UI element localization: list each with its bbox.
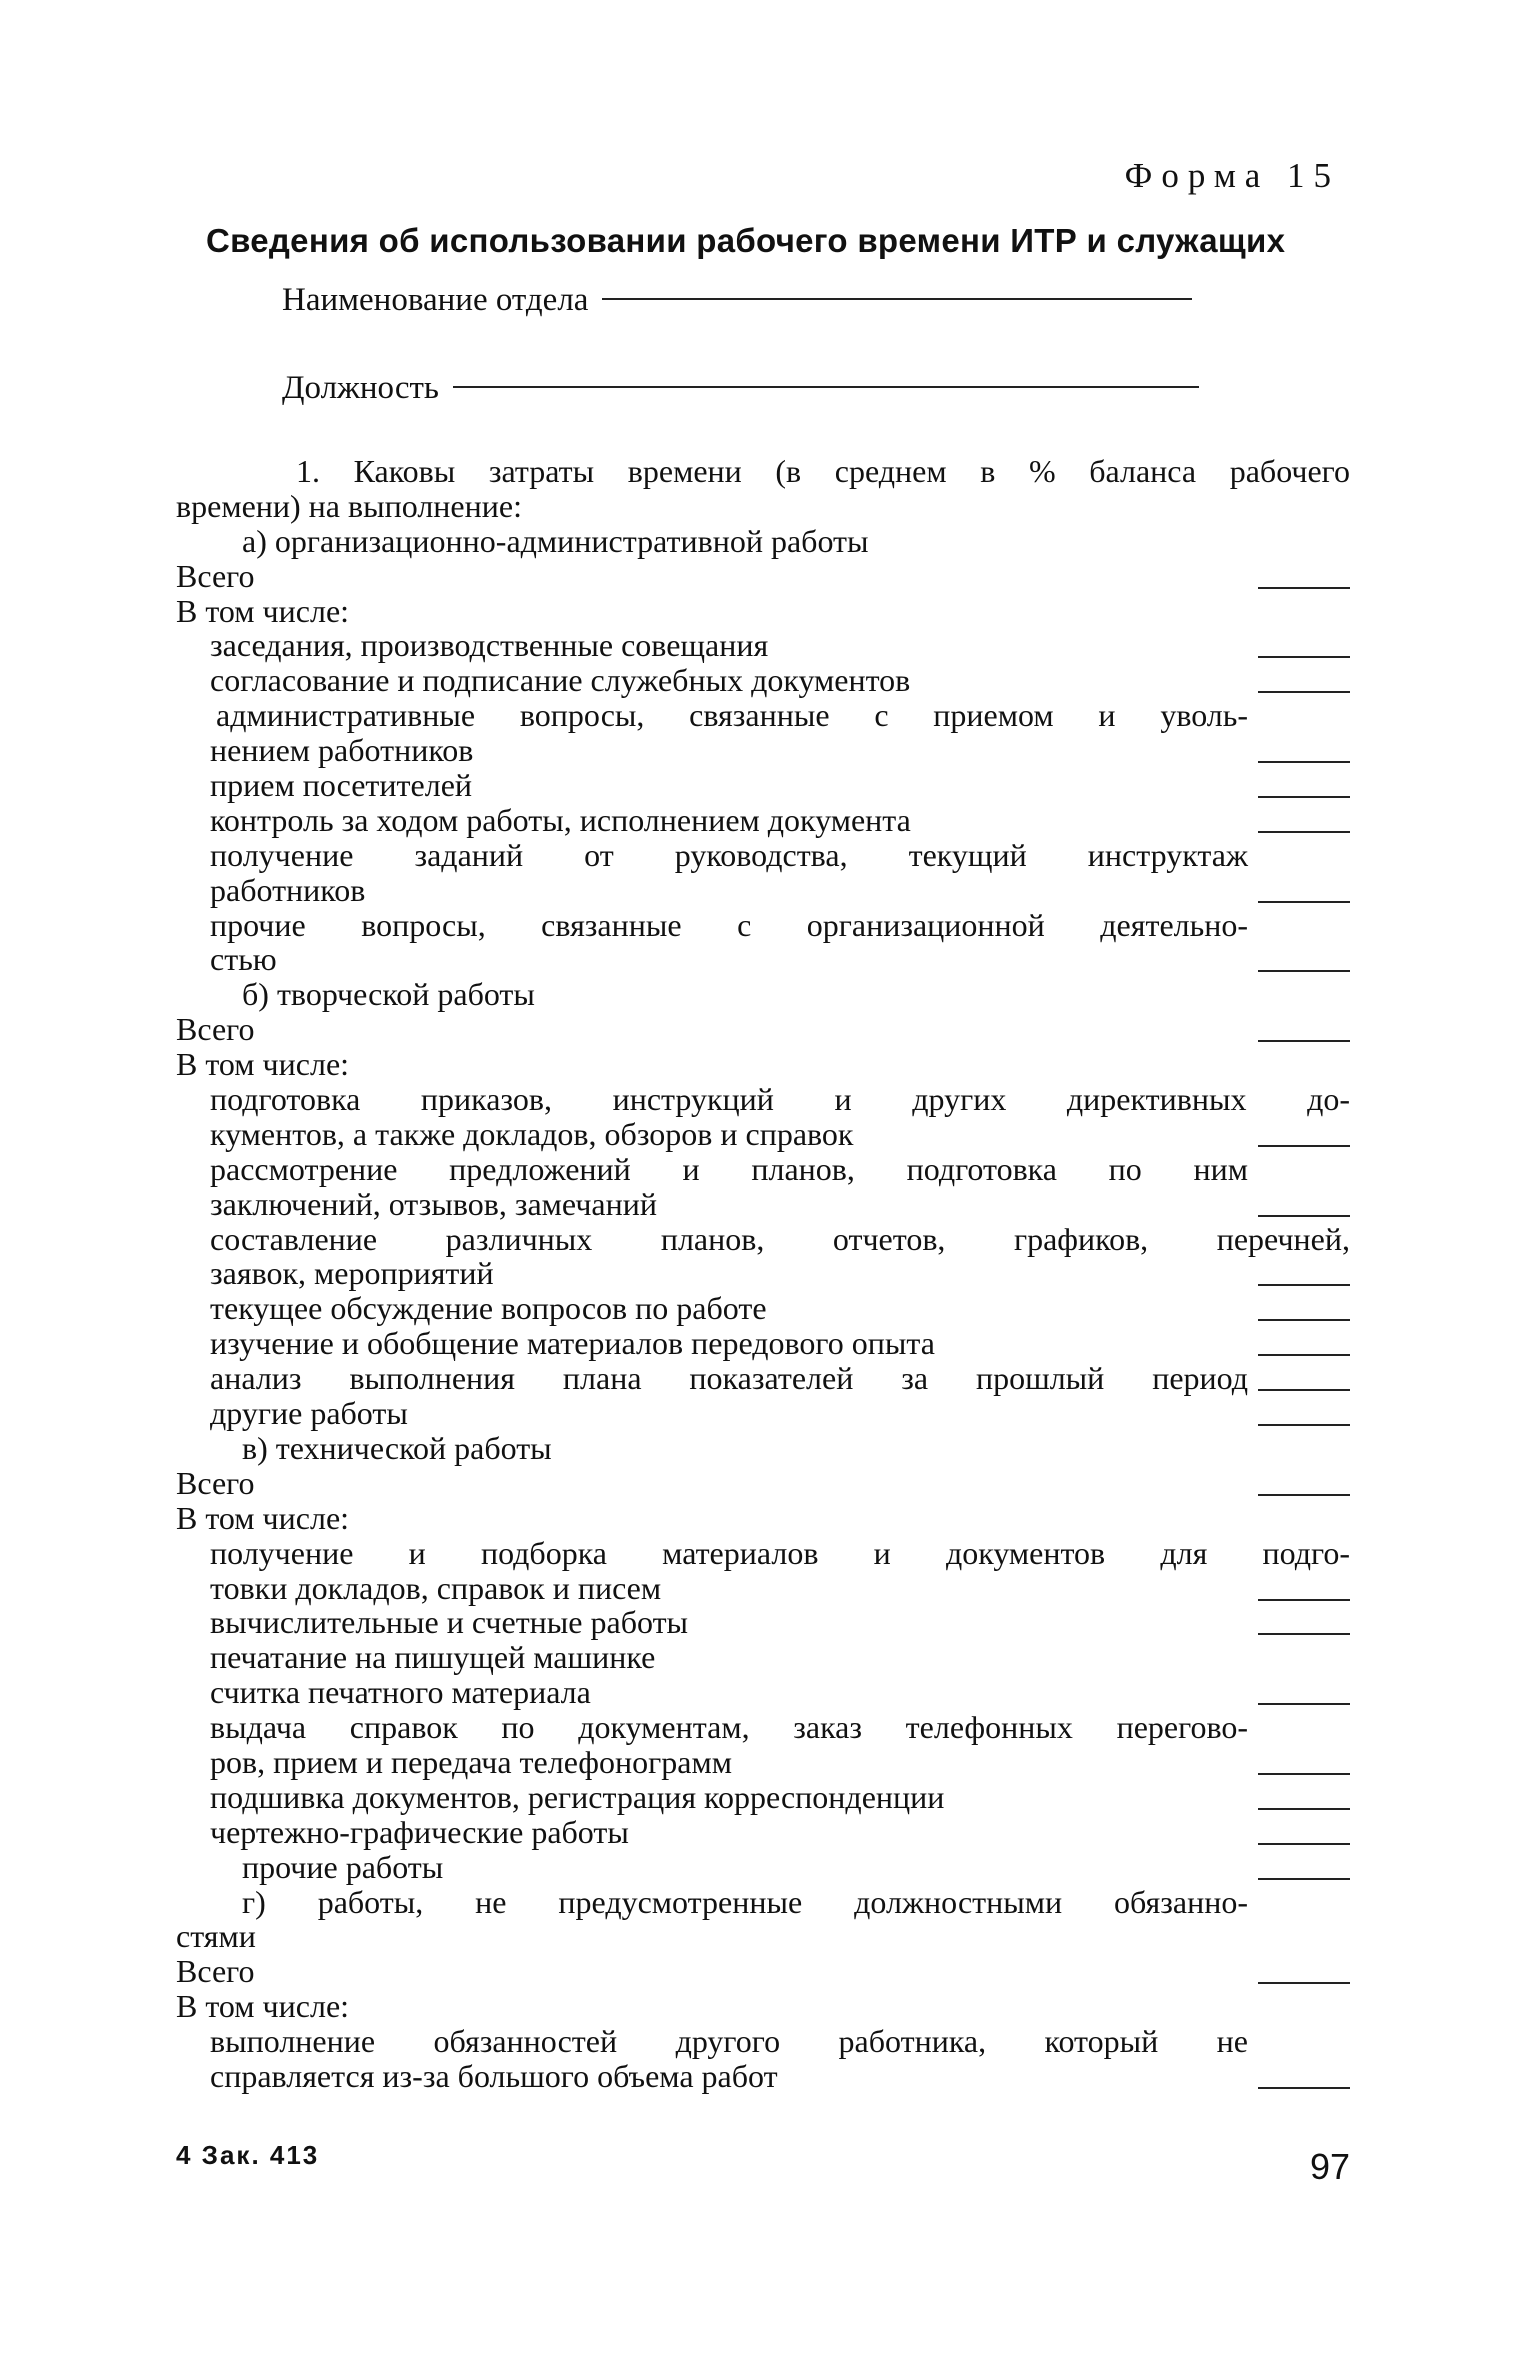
- line-text: Всего: [176, 1953, 255, 1990]
- answer-blank-line: [1258, 1843, 1350, 1845]
- line-text: получение заданий от руководства, текущий инструктаж: [210, 836, 1248, 873]
- line-text: получение и подборка материалов и документов для подго-: [210, 1534, 1350, 1571]
- form-text-line: [176, 454, 1350, 489]
- answer-blank-line: [1258, 1599, 1350, 1601]
- answer-blank-line: [1258, 1633, 1350, 1635]
- form-text-line: [176, 1536, 1350, 1571]
- line-text: Всего: [176, 1011, 255, 1048]
- form-text-line: [176, 1082, 1350, 1117]
- answer-blank-line: [1258, 1040, 1350, 1042]
- line-text: прочие вопросы, связанные с организационной деятельно-: [210, 906, 1248, 943]
- line-text: подшивка документов, регистрация корреспонденции: [210, 1778, 945, 1815]
- form-text-line: [176, 838, 1350, 873]
- line-text: выдача справок по документам, заказ телефонных перегово-: [210, 1709, 1248, 1746]
- line-text: печатание на пишущей машинке: [210, 1639, 656, 1676]
- line-text: считка печатного материала: [210, 1674, 591, 1711]
- line-text: товки докладов, справок и писем: [210, 1569, 662, 1606]
- answer-blank-line: [1258, 1284, 1350, 1286]
- line-text: справляется из-за большого объема работ: [210, 2057, 778, 2094]
- form-item-with-blank: [176, 559, 1350, 594]
- answer-blank-line: [1258, 831, 1350, 833]
- line-text: работников: [210, 871, 366, 908]
- form-text-line: [176, 908, 1350, 943]
- form-text-line: [176, 489, 1350, 524]
- answer-blank-line: [1258, 2087, 1350, 2089]
- line-text: ров, прием и передача телефонограмм: [210, 1743, 732, 1780]
- answer-blank-line: [1258, 691, 1350, 693]
- page-number: 97: [1309, 2146, 1350, 2187]
- answer-blank-line: [1258, 1982, 1350, 1984]
- form-item-with-blank: [176, 1187, 1350, 1222]
- line-text: другие работы: [210, 1395, 408, 1432]
- line-text: подготовка приказов, инструкций и других директивных до-: [210, 1081, 1350, 1118]
- line-text: текущее обсуждение вопросов по работе: [210, 1290, 767, 1327]
- line-text: прочие работы: [242, 1848, 444, 1885]
- line-text: административные вопросы, связанные с приемом и уволь-: [216, 697, 1248, 734]
- line-text: 1. Каковы затраты времени (в среднем в % баланса рабочего: [296, 453, 1350, 489]
- department-label: Наименование отдела: [282, 282, 589, 318]
- line-text: стями: [176, 1918, 256, 1955]
- answer-blank-line: [1258, 656, 1350, 658]
- line-text: нением работников: [210, 732, 474, 769]
- questionnaire-body: [176, 454, 1350, 2094]
- line-text: Всего: [176, 557, 255, 594]
- form-item-with-blank: [176, 1745, 1350, 1780]
- line-text: заявок, мероприятий: [210, 1255, 494, 1292]
- answer-blank-line: [1258, 1215, 1350, 1217]
- form-item-with-blank: [176, 2059, 1350, 2094]
- document-title: Сведения об использовании рабочего времени ИТР и служащих: [206, 222, 1286, 259]
- line-text: заключений, отзывов, замечаний: [210, 1185, 657, 1222]
- line-text: В том числе:: [176, 592, 350, 629]
- answer-blank-line: [1258, 1494, 1350, 1496]
- answer-blank-line: [1258, 1703, 1350, 1705]
- line-text: вычислительные и счетные работы: [210, 1604, 689, 1641]
- answer-blank-line: [1258, 761, 1350, 763]
- order-reference: 4 Зак. 413: [176, 2140, 320, 2170]
- line-text: чертежно-графические работы: [210, 1813, 629, 1850]
- line-text: времени) на выполнение:: [176, 487, 522, 524]
- answer-blank-line: [1258, 796, 1350, 798]
- answer-blank-line: [1258, 587, 1350, 589]
- form-text-line: [176, 1222, 1350, 1257]
- line-text: контроль за ходом работы, исполнением документа: [210, 801, 911, 838]
- form-item-with-blank: [176, 942, 1350, 977]
- line-text: изучение и обобщение материалов передового опыта: [210, 1325, 935, 1362]
- form-item-with-blank: [176, 1396, 1350, 1431]
- line-text: В том числе:: [176, 1046, 350, 1083]
- form-item-with-blank: [176, 768, 1350, 803]
- form-item-with-blank: [176, 1012, 1350, 1047]
- position-blank-line: [453, 386, 1199, 388]
- form-item-with-blank: [176, 1256, 1350, 1291]
- form-text-line: [176, 1885, 1350, 1920]
- answer-blank-line: [1258, 1878, 1350, 1880]
- form-item-with-blank: [176, 1326, 1350, 1361]
- form-item-with-blank: [176, 1815, 1350, 1850]
- form-text-line: [176, 1919, 1350, 1954]
- form-item-with-blank: [176, 1571, 1350, 1606]
- form-number-label: Форма 15: [1124, 156, 1340, 195]
- line-text: а) организационно-административной работы: [242, 522, 869, 559]
- form-text-line: [176, 1989, 1350, 2024]
- answer-blank-line: [1258, 970, 1350, 972]
- line-text: б) творческой работы: [242, 976, 535, 1013]
- form-text-line: [176, 1047, 1350, 1082]
- form-item-with-blank: [176, 1605, 1350, 1640]
- form-item-with-blank: [176, 1954, 1350, 1989]
- answer-blank-line: [1258, 1319, 1350, 1321]
- line-text: рассмотрение предложений и планов, подготовка по ним: [210, 1150, 1248, 1187]
- form-text-line: [176, 2024, 1350, 2059]
- line-text: согласование и подписание служебных документов: [210, 662, 911, 699]
- form-item-with-blank: [176, 873, 1350, 908]
- line-text: прием посетителей: [210, 767, 473, 804]
- form-text-line: [176, 594, 1350, 629]
- form-item-with-blank: [176, 1675, 1350, 1710]
- form-item-with-blank: [176, 1117, 1350, 1152]
- answer-blank-line: [1258, 1389, 1350, 1391]
- answer-blank-line: [1258, 1808, 1350, 1810]
- line-text: В том числе:: [176, 1499, 350, 1536]
- answer-blank-line: [1258, 1145, 1350, 1147]
- line-text: заседания, производственные совещания: [210, 627, 769, 664]
- form-item-with-blank: [176, 1466, 1350, 1501]
- answer-blank-line: [1258, 1773, 1350, 1775]
- form-text-line: [176, 1431, 1350, 1466]
- line-text: анализ выполнения плана показателей за прошлый период: [210, 1360, 1248, 1397]
- form-item-with-blank: [176, 628, 1350, 663]
- form-item-with-blank: [176, 663, 1350, 698]
- answer-blank-line: [1258, 1354, 1350, 1356]
- form-text-line: [176, 1710, 1350, 1745]
- form-item-with-blank: [176, 1361, 1350, 1396]
- position-label: Должность: [282, 370, 439, 406]
- line-text: выполнение обязанностей другого работника, который не: [210, 2023, 1248, 2060]
- line-text: составление различных планов, отчетов, графиков, перечней,: [210, 1220, 1350, 1257]
- form-text-line: [176, 1501, 1350, 1536]
- form-text-line: [176, 977, 1350, 1012]
- line-text: кументов, а также докладов, обзоров и справок: [210, 1115, 854, 1152]
- department-blank-line: [602, 298, 1192, 300]
- form-item-with-blank: [176, 1850, 1350, 1885]
- line-text: в) технической работы: [242, 1429, 552, 1466]
- form-item-with-blank: [176, 1291, 1350, 1326]
- form-item-with-blank: [176, 803, 1350, 838]
- form-item-with-blank: [176, 733, 1350, 768]
- form-text-line: [176, 1640, 1350, 1675]
- line-text: Всего: [176, 1464, 255, 1501]
- line-text: стью: [210, 941, 277, 978]
- position-field: [282, 370, 1199, 407]
- answer-blank-line: [1258, 901, 1350, 903]
- form-item-with-blank: [176, 1780, 1350, 1815]
- line-text: В том числе:: [176, 1988, 350, 2025]
- form-text-line: [176, 524, 1350, 559]
- line-text: г) работы, не предусмотренные должностными обязанно-: [242, 1883, 1248, 1920]
- form-text-line: [176, 698, 1350, 733]
- form-text-line: [176, 1152, 1350, 1187]
- answer-blank-line: [1258, 1424, 1350, 1426]
- department-field: [282, 282, 1192, 319]
